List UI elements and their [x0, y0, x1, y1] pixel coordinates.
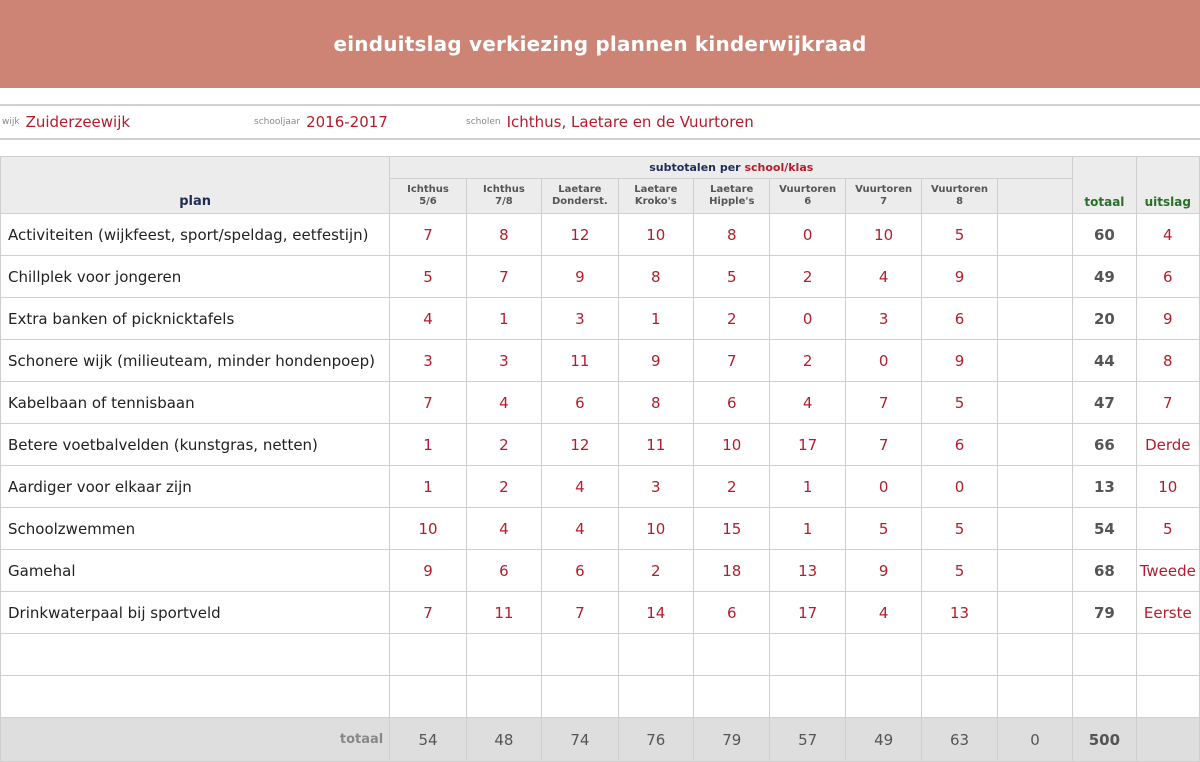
vote-cell[interactable]	[997, 298, 1072, 340]
vote-cell[interactable]: 0	[922, 466, 997, 508]
result-cell	[1136, 634, 1199, 676]
vote-cell[interactable]: 6	[694, 592, 770, 634]
column-total-cell: 63	[922, 718, 997, 762]
vote-cell[interactable]: 1	[618, 298, 693, 340]
school-column-header	[542, 179, 618, 214]
vote-cell[interactable]: 2	[618, 550, 693, 592]
vote-cell[interactable]: 11	[466, 592, 541, 634]
vote-cell[interactable]: 9	[922, 340, 997, 382]
vote-cell[interactable]: 2	[466, 466, 541, 508]
vote-cell[interactable]: 2	[694, 466, 770, 508]
vote-cell[interactable]: 1	[770, 508, 845, 550]
vote-cell[interactable]: 9	[922, 256, 997, 298]
schooljaar-value[interactable]: 2016-2017	[306, 113, 388, 131]
plan-cell[interactable]: Kabelbaan of tennisbaan	[1, 382, 390, 424]
wijk-value[interactable]: Zuiderzeewijk	[25, 113, 131, 131]
vote-cell[interactable]	[390, 634, 466, 676]
vote-cell[interactable]: 13	[770, 550, 845, 592]
vote-cell[interactable]	[997, 382, 1072, 424]
plan-cell[interactable]: Schoolzwemmen	[1, 508, 390, 550]
plan-cell[interactable]: Schonere wijk (milieuteam, minder hondenpoep)	[1, 340, 390, 382]
result-cell: 10	[1136, 466, 1199, 508]
schooljaar-label: schooljaar	[254, 117, 301, 127]
footer-total-label: totaal	[1, 718, 390, 762]
vote-cell[interactable]	[997, 634, 1072, 676]
vote-cell[interactable]: 5	[845, 508, 921, 550]
column-total-cell: 76	[618, 718, 693, 762]
plan-cell[interactable]: Chillplek voor jongeren	[1, 256, 390, 298]
vote-cell[interactable]: 8	[618, 382, 693, 424]
vote-cell[interactable]: 6	[694, 382, 770, 424]
vote-cell[interactable]: 6	[922, 298, 997, 340]
vote-cell[interactable]: 4	[390, 298, 466, 340]
vote-cell[interactable]: 4	[542, 466, 618, 508]
table-row	[1, 214, 1200, 256]
vote-cell[interactable]: 17	[770, 424, 845, 466]
result-cell: 7	[1136, 382, 1199, 424]
page-title-banner	[0, 0, 1200, 88]
class-name: 7	[880, 196, 888, 207]
vote-cell[interactable]: 10	[390, 508, 466, 550]
vote-cell[interactable]: 10	[694, 424, 770, 466]
vote-cell[interactable]	[466, 676, 541, 718]
result-cell: Eerste	[1136, 592, 1199, 634]
schooljaar-group	[254, 106, 388, 138]
school-column-header	[997, 179, 1072, 214]
vote-cell[interactable]: 8	[694, 214, 770, 256]
vote-cell[interactable]: 4	[845, 592, 921, 634]
result-cell: 5	[1136, 508, 1199, 550]
table-row	[1, 592, 1200, 634]
school-name: Vuurtoren	[855, 184, 913, 195]
plan-cell[interactable]	[1, 676, 390, 718]
info-bar	[0, 104, 1200, 140]
vote-cell[interactable]: 2	[770, 256, 845, 298]
vote-cell[interactable]: 6	[466, 550, 541, 592]
column-total-cell: 49	[845, 718, 921, 762]
vote-cell[interactable]	[542, 634, 618, 676]
vote-cell[interactable]: 9	[618, 340, 693, 382]
result-cell: 6	[1136, 256, 1199, 298]
grand-total-cell: 500	[1073, 718, 1136, 762]
class-name: Kroko's	[634, 196, 677, 207]
school-name: Laetare	[558, 184, 602, 195]
vote-cell[interactable]	[390, 676, 466, 718]
vote-cell[interactable]	[770, 676, 845, 718]
vote-cell[interactable]: 7	[390, 382, 466, 424]
class-name: Donderst.	[552, 196, 608, 207]
row-total-cell: 60	[1073, 214, 1136, 256]
vote-cell[interactable]: 7	[694, 340, 770, 382]
vote-cell[interactable]: 9	[390, 550, 466, 592]
row-total-cell: 66	[1073, 424, 1136, 466]
vote-cell[interactable]: 8	[466, 214, 541, 256]
vote-cell[interactable]: 3	[845, 298, 921, 340]
row-total-cell: 44	[1073, 340, 1136, 382]
vote-cell[interactable]: 8	[618, 256, 693, 298]
vote-cell[interactable]: 7	[542, 592, 618, 634]
column-total-cell: 48	[466, 718, 541, 762]
vote-cell[interactable]	[542, 676, 618, 718]
vote-cell[interactable]	[618, 634, 693, 676]
school-column-header	[390, 179, 466, 214]
vote-cell[interactable]	[845, 634, 921, 676]
result-cell	[1136, 676, 1199, 718]
row-total-cell: 49	[1073, 256, 1136, 298]
table-row	[1, 508, 1200, 550]
school-name: Vuurtoren	[931, 184, 989, 195]
vote-cell[interactable]: 6	[922, 424, 997, 466]
vote-cell[interactable]: 2	[466, 424, 541, 466]
vote-cell[interactable]	[845, 676, 921, 718]
school-name: Vuurtoren	[779, 184, 837, 195]
vote-cell[interactable]: 12	[542, 424, 618, 466]
vote-cell[interactable]: 5	[390, 256, 466, 298]
vote-cell[interactable]: 10	[845, 214, 921, 256]
row-total-cell: 79	[1073, 592, 1136, 634]
plan-cell[interactable]	[1, 634, 390, 676]
table-row	[1, 634, 1200, 676]
vote-cell[interactable]	[997, 592, 1072, 634]
column-total-cell: 54	[390, 718, 466, 762]
vote-cell[interactable]: 4	[845, 256, 921, 298]
class-name: 8	[956, 196, 964, 207]
column-total-cell: 79	[694, 718, 770, 762]
plan-cell[interactable]: Drinkwaterpaal bij sportveld	[1, 592, 390, 634]
row-total-cell: 54	[1073, 508, 1136, 550]
vote-cell[interactable]: 0	[770, 214, 845, 256]
subtotal-header	[390, 157, 1073, 179]
vote-cell[interactable]	[466, 634, 541, 676]
vote-cell[interactable]	[997, 550, 1072, 592]
table-row	[1, 466, 1200, 508]
vote-cell[interactable]: 4	[466, 382, 541, 424]
vote-cell[interactable]	[997, 256, 1072, 298]
school-column-header	[845, 179, 921, 214]
class-name: 7/8	[495, 196, 513, 207]
vote-cell[interactable]: 6	[542, 382, 618, 424]
vote-cell[interactable]: 12	[542, 214, 618, 256]
vote-cell[interactable]	[694, 676, 770, 718]
table-row	[1, 256, 1200, 298]
plan-cell[interactable]: Betere voetbalvelden (kunstgras, netten)	[1, 424, 390, 466]
plan-cell[interactable]: Extra banken of picknicktafels	[1, 298, 390, 340]
vote-cell[interactable]: 6	[542, 550, 618, 592]
total-column-header: totaal	[1073, 157, 1136, 214]
row-total-cell: 47	[1073, 382, 1136, 424]
scholen-group	[466, 106, 754, 138]
vote-cell[interactable]: 4	[770, 382, 845, 424]
vote-cell[interactable]: 1	[770, 466, 845, 508]
school-column-header	[922, 179, 997, 214]
vote-cell[interactable]: 5	[922, 550, 997, 592]
vote-cell[interactable]	[770, 634, 845, 676]
plan-cell[interactable]: Aardiger voor elkaar zijn	[1, 466, 390, 508]
vote-cell[interactable]: 13	[922, 592, 997, 634]
vote-cell[interactable]: 5	[922, 214, 997, 256]
result-cell: Tweede	[1136, 550, 1199, 592]
vote-cell[interactable]	[997, 340, 1072, 382]
vote-cell[interactable]: 1	[390, 424, 466, 466]
vote-cell[interactable]: 7	[466, 256, 541, 298]
vote-cell[interactable]: 7	[390, 214, 466, 256]
vote-cell[interactable]: 1	[390, 466, 466, 508]
wijk-group	[2, 106, 130, 138]
vote-cell[interactable]: 5	[694, 256, 770, 298]
school-column-header	[694, 179, 770, 214]
plan-cell[interactable]: Activiteiten (wijkfeest, sport/speldag, eetfestijn)	[1, 214, 390, 256]
column-total-cell: 74	[542, 718, 618, 762]
row-total-cell: 20	[1073, 298, 1136, 340]
vote-cell[interactable]: 11	[542, 340, 618, 382]
vote-cell[interactable]: 0	[845, 466, 921, 508]
vote-cell[interactable]	[922, 676, 997, 718]
row-total-cell: 13	[1073, 466, 1136, 508]
subtotal-header-highlight: school/klas	[744, 161, 814, 174]
column-total-cell: 57	[770, 718, 845, 762]
vote-cell[interactable]: 3	[618, 466, 693, 508]
vote-cell[interactable]: 15	[694, 508, 770, 550]
table-row	[1, 424, 1200, 466]
table-row	[1, 340, 1200, 382]
table-row	[1, 676, 1200, 718]
vote-cell[interactable]	[997, 214, 1072, 256]
class-name: Hipple's	[709, 196, 755, 207]
vote-cell[interactable]: 5	[922, 508, 997, 550]
vote-cell[interactable]: 7	[845, 382, 921, 424]
school-name: Ichthus	[483, 184, 525, 195]
school-column-header	[770, 179, 845, 214]
vote-cell[interactable]	[997, 424, 1072, 466]
plan-cell[interactable]: Gamehal	[1, 550, 390, 592]
subtotal-header-prefix: subtotalen per	[649, 161, 741, 174]
page-title: einduitslag verkiezing plannen kinderwijkraad	[333, 32, 867, 56]
result-column-header: uitslag	[1136, 157, 1199, 214]
table-row	[1, 382, 1200, 424]
school-name: Laetare	[634, 184, 678, 195]
vote-cell[interactable]: 2	[694, 298, 770, 340]
result-cell: 8	[1136, 340, 1199, 382]
result-cell: 4	[1136, 214, 1199, 256]
vote-cell[interactable]: 18	[694, 550, 770, 592]
vote-cell[interactable]: 9	[845, 550, 921, 592]
vote-cell[interactable]: 3	[542, 298, 618, 340]
vote-cell[interactable]	[922, 634, 997, 676]
class-name: 6	[804, 196, 812, 207]
school-column-header	[466, 179, 541, 214]
wijk-label: wijk	[2, 117, 20, 127]
vote-cell[interactable]: 14	[618, 592, 693, 634]
result-cell: Derde	[1136, 424, 1199, 466]
column-total-cell: 0	[997, 718, 1072, 762]
row-total-cell	[1073, 634, 1136, 676]
vote-cell[interactable]: 2	[770, 340, 845, 382]
plan-column-header: plan	[1, 157, 390, 214]
results-table	[0, 156, 1200, 762]
vote-cell[interactable]: 3	[466, 340, 541, 382]
row-total-cell: 68	[1073, 550, 1136, 592]
vote-cell[interactable]	[618, 676, 693, 718]
vote-cell[interactable]: 10	[618, 508, 693, 550]
result-cell: 9	[1136, 298, 1199, 340]
table-row	[1, 298, 1200, 340]
class-name: 5/6	[419, 196, 437, 207]
row-total-cell	[1073, 676, 1136, 718]
vote-cell[interactable]: 0	[770, 298, 845, 340]
vote-cell[interactable]: 9	[542, 256, 618, 298]
school-name: Ichthus	[407, 184, 449, 195]
vote-cell[interactable]	[997, 466, 1072, 508]
scholen-value[interactable]: Ichthus, Laetare en de Vuurtoren	[506, 113, 754, 131]
vote-cell[interactable]: 3	[390, 340, 466, 382]
table-row	[1, 550, 1200, 592]
vote-cell[interactable]: 5	[922, 382, 997, 424]
vote-cell[interactable]: 4	[466, 508, 541, 550]
vote-cell[interactable]: 7	[390, 592, 466, 634]
vote-cell[interactable]	[694, 634, 770, 676]
vote-cell[interactable]: 0	[845, 340, 921, 382]
footer-result-cell	[1136, 718, 1199, 762]
vote-cell[interactable]: 7	[845, 424, 921, 466]
scholen-label: scholen	[466, 117, 501, 127]
vote-cell[interactable]: 1	[466, 298, 541, 340]
vote-cell[interactable]: 17	[770, 592, 845, 634]
vote-cell[interactable]: 4	[542, 508, 618, 550]
vote-cell[interactable]	[997, 508, 1072, 550]
vote-cell[interactable]: 10	[618, 214, 693, 256]
school-name: Laetare	[710, 184, 754, 195]
vote-cell[interactable]	[997, 676, 1072, 718]
school-column-header	[618, 179, 693, 214]
vote-cell[interactable]: 11	[618, 424, 693, 466]
